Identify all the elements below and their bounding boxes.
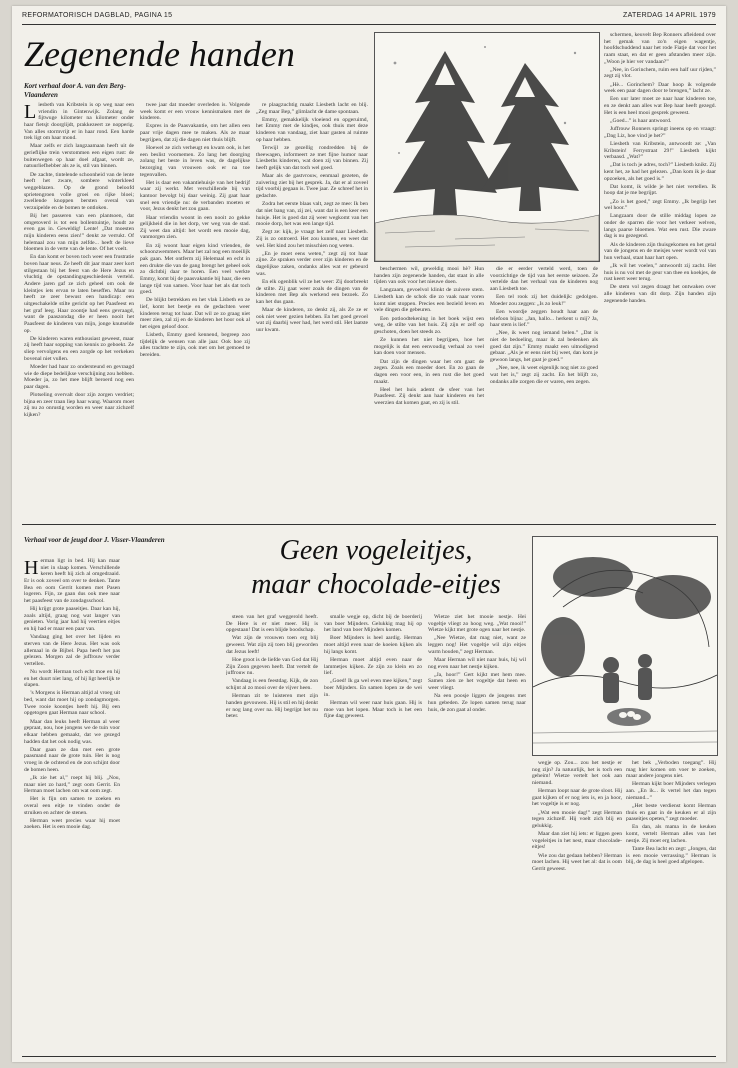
paragraph: die er eerder verteld werd, toen de voorzichtige de tijd van het eerste seizoen. Ze vertelde dan het verhaal van de kinderen nog aan Liesbeth toe. — [490, 266, 598, 292]
story1-dropcap: L — [24, 102, 37, 123]
paragraph: re plaagzuchtig maakt Liesbeth lacht en blij. „Zeg maar Bep,” glimlacht de dame spontaan. — [256, 102, 368, 115]
paragraph: Herman moet altijd even naar de lammetjes kijken. Ze zijn zo klein en zo lief. — [324, 656, 422, 677]
paragraph: Vandaag ging het over het lijden en sterven van de Here Jezus. Het was ook allemaal in de Bijbel. Papa heeft het pas gelezen. Morgen zal de juffrouw verder vertellen. — [24, 634, 120, 667]
paragraph: Nu wordt Herman toch echt moe en hij en het duurt niet lang, of hij ligt heerlijk te slapen. — [24, 669, 120, 689]
paragraph: Moeder had haar zo ondersteund en gevraagd wie de diepe bedelijkse verschijning zou hebben. Moeder ja, zo het mee blijft beroerd nog een paar dagen. — [24, 363, 134, 390]
paragraph: Wie zou dat gedaan hebben? Herman moet lachen. Hij weet het al: dat is oom Gerrit geweest. — [532, 852, 622, 872]
paragraph: De stem vol zegen draagt het ontwaken over alle kinderen van dit dorp. Zijn handen zijn zegenende handen. — [604, 284, 716, 304]
story1-column-4 — [374, 266, 484, 518]
paragraph: Hoe groot is de liefde van God dat Hij Zijn Zoon gegeven heeft. Dat vertelt de juffrouw nu. — [226, 656, 318, 677]
paragraph: De kinderen waren enthousiast geweest, maar zij heeft haar sopping van kennis zo geboekt. Ze sliep vervolgens en een zorgde op het verkeken bovenal niet vullen. — [24, 335, 134, 362]
paragraph: Wat zijn de vrouwen toen erg blij geweest. Wat zijn zij toen blij geworden dat Jezus leeft! — [226, 635, 318, 655]
running-head-right: ZATERDAG 14 APRIL 1979 — [623, 12, 716, 19]
paragraph: Plotseling overvalt door zijn zorgen verdriet; bijna en zeer traan liep haar wang. Waarom moet zij nu zo onrustig worden en weer naar zichzelf kijken? — [24, 392, 134, 419]
paragraph: Een potloodtekening in het boek wijst een weg, de stilte van het huis. Zij zijn er zelf op geschoten, doen het steeds zo. — [374, 315, 484, 335]
paragraph: Hij krijgt grote paaseitjes. Daar kan hij, zoals altijd, graag nog wat langer van genieten. Vorig jaar had hij veertien eitjes en hij had er maar een paar van. — [24, 606, 120, 633]
paragraph: Maar als de gastvrouw, eenmaal gezeten, de zuivering ziet bij het gesprek. Ja, dat er al zoveel tijd voorbij gegaan is. Twee jaar. Ze schreef het in gedachte. — [256, 173, 368, 200]
paragraph: Zodra het eerste blaas valt, zegt ze mee: Ik ben dat niet bang van, zij zei, want dat is een keer een huisje. Het is goed dat zij weer wegkomt van het mooie dorp, het was een lange tijd. — [256, 201, 368, 228]
paragraph: Herman loopt naar de grote sloot. Hij gaat kijken of er nog iets is, en ja hoor, het vogeltje is er nog. — [532, 788, 622, 808]
paragraph: Vandaag is een feestdag. Kijk, de zon schijnt al zo mooi over de vijver heen. — [226, 678, 318, 692]
running-head — [22, 12, 716, 24]
story2-dropcap: H — [24, 558, 39, 579]
story1-column-6 — [604, 32, 716, 518]
paragraph: En dan komt er boven toch weer een frustratie boven haar neus. Ze heeft dit jaar maar zeer kort stilgestaan bij het feest van de Here Jezus en vluchtig de opstandingsgeschiedenis verteld. Andere jaren gaf ze zich geheel om ook de kleintjes iets ervan te laten beseffen. Maar nu heeft ze zeer bewust een handicap: een uitgeschakelde stilte gericht op het Paasfeest en het graf leeg. Haar zoontje had eens gevraagd, want de paaszondag die er heen nooit het Paasfeest de kinderen van mijn, jonge knutselde op. — [24, 254, 134, 334]
fir-trees-drawing — [375, 33, 599, 261]
paragraph: „Nee Wietze, dat mag niet, want ze leggen nog! Het vogeltje wil zijn eitjes warm houden,” zegt Herman. — [428, 635, 526, 655]
paragraph: iesbeth van Kribstein is op weg naar een vriendin in Gintenwijk. Zolang de fijtwuge kilometer na kilometer onder haar fietsjt doorglijdt, prakkezeert ze nopperig. Van alles stormvrijt er in haar rond. Een harde trek ligt om haar mond. — [24, 102, 134, 142]
paragraph: Boer Mijnders is heel aardig. Herman moet altijd even naar de koeien kijken als hij langs komt. — [324, 635, 422, 655]
story2-byline: Verhaal voor de jeugd door J. Visser-Vlaanderen — [24, 536, 165, 544]
paragraph: „Nee, nee, ik weet eigenlijk nog niet zo goed wat het is,” zegt zij zacht. En het blijft zo, ondanks alle zorgen die er waren, een zegen. — [490, 365, 598, 385]
paragraph: „En je moet eens weten,” zegt zij tot haar zijne. Ze spraken verder over zijn kinderen en de dagelijkse zaken, ondanks alles wat er gebeurd was. — [256, 250, 368, 277]
paragraph: Heel het huis ademt de sfeer van het Paasfeest. Zij denkt aan haar kinderen en het weerzien dat komen gaat, en zij is stil. — [374, 386, 484, 406]
paragraph: Herman zit te luisteren met zijn handen gevouwen. Hij is stil en hij denkt er nog lang over na. Hij begrijpt het nu beter. — [226, 693, 318, 720]
story1-column-3 — [256, 102, 368, 518]
paragraph: wegje op. Zou... zou het nestje er nog zijn? Ja natuurlijk, het is toch een geheim! Wietze vertelt het ook aan niemand. — [532, 760, 622, 786]
paragraph: smalle wegje op, dicht bij de boerderij van boer Mijnders. Gelukkig mag hij op het land van boer Mijnders komen. — [324, 614, 422, 634]
story2-title-line-2: maar chocolade-eitjes — [251, 569, 501, 600]
paragraph: Een tel rook zij het duidelijk: gedolgen. Moeder zou zeggen: „Is zo leuk!” — [490, 294, 598, 307]
paragraph: Een uur later moet ze naar haar kinderen toe, en ze denkt aan alles wat Bep haar heeft gezegd. Het is een heel mooi gesprek geweest. — [604, 96, 716, 116]
paragraph: Een woordje zeggen houdt haar aan de telefoon bijna: „Jan, hallo... herkent u mij? Ja, haar stem is lief.” — [490, 308, 598, 329]
story2-column-6 — [626, 760, 716, 1054]
paragraph: twee jaar dat moeder overleden is. Volgende week komt er een vrouw kennismaken met de kinderen. — [140, 102, 250, 122]
paragraph: Dat zijn de dingen waar het om gaat: de zegen. Zoals een moeder doet. En zo gaan de dagen een voor een, in een rust die het goed maakt. — [374, 358, 484, 385]
story1-title: Zegenende handen — [24, 34, 295, 74]
section-divider — [22, 524, 716, 525]
paragraph: „Nee, ik weet nog iemand belen.” „Dat is niet de bedoeling, maar ik zal bedenken als goed dat zijn.” Emmy maakt een uitnodigend gebaar. „Als je er eens niet bij weet, dan kom je gewoon langs, het gaat je goed.” — [490, 330, 598, 364]
running-head-left: REFORMATORISCH DAGBLAD, PAGINA 15 — [22, 12, 173, 19]
paragraph: Expres in de Paasvakantie, om het allen een paar vrije dagen mee te maken. Als ze maar begrijpen, dat zij die dagen niet thuis blijft. — [140, 123, 250, 143]
paragraph: Herman weet precies waar hij moet zoeken. Het is een mooie dag. — [24, 817, 120, 831]
paragraph: ’s Morgens is Herman altijd al vroeg uit bed, want dat moet hij op zondagmorgen. Twee rooie koontjes heeft hij. Bij een opgetogen gaat Herman naar school. — [24, 690, 120, 717]
story1-column-1 — [24, 102, 134, 518]
paragraph: De blijkt betrekken en het vlak Lisbeth en ze lief, komt het beetje en de gedachten weer kinderen terug tot haar. Dat wil ze zo graag niet meer zien, zal zij en de kinderen het hoor ook al het eigen geloof door. — [140, 297, 250, 330]
story2-column-2 — [226, 614, 318, 1054]
paragraph: Ze kunnen het niet begrijpen, hoe het mogelijk is dat een eenvoudig verhaal zo veel kan doen voor mensen. — [374, 337, 484, 357]
paragraph: Emmy, gemakkelijk vloeiend en opgeruimd, het Emmy met de kindjes, ook thuis met deze kinderen van vandaag, ziet haar gasten al ruimte op haar hebben. — [256, 116, 368, 143]
paragraph: Herman wil weer naar huis gaan. Hij is moe van het lopen. Maar toch is het een fijne dag geweest. — [324, 699, 422, 720]
paragraph: „Het beste verdienst komt Herman thuis en gaat in de keuken er al zijn paaseitjes opeten,” zegt moeder. — [626, 802, 716, 823]
paragraph: beschermen wil, geweldig mooi hè? Hun handen zijn zegenende handen, dat staat in alle tijden van ook voor het nieuwe doen. — [374, 266, 484, 286]
top-rule — [22, 24, 716, 25]
paragraph: „Ja, hoor!” Gert kijkt met hem mee. Samen zien ze het vogeltje dat heen en weer vliegt. — [428, 671, 526, 692]
paragraph: Maar dan leuks heeft Herman al weer gepraat, nou, hoe jongens we de tuin voor elkaar hebben gemaakt, dat we gezegd hadden dat het ook nodig was. — [24, 718, 120, 745]
paragraph: erman ligt in bed. Hij kan maar niet in slaap komen. Verschillende keren heeft hij zich al omgedraaid. Er is ook zoveel om over te denken. Tante Bea en oom Gerrit komen met Pasen logeren. Fijn, ze gaan dus ook mee naar het paasfeest van de zondagsschool. — [24, 558, 120, 604]
children-nest-drawing — [533, 537, 717, 755]
paragraph: En elk ogenblik wil ze het weer: Zij doorbreekt de stilte. Zij gaat weer zoals de dingen van de kinderen met Bep als werkend een bezoek. Zo kan het dus gaan. — [256, 278, 368, 305]
story2-column-1 — [24, 558, 120, 1054]
paragraph: Wietze ziet het mooie nestje. Hei vogeltje vliegt zo hoog weg. „Wat mooi!” Wietze kijkt met grote ogen naar het nestje. — [428, 614, 526, 634]
paragraph: schermen, keuvelt Bep Ronners afleidend over het gemak van zo'n eigen wagentje, hoofdschuddend naar het rode Fiatje dat voor het raam staat, en dat er geen afstanden meer zijn. „Woon je hier ver vandaan?” — [604, 32, 716, 65]
paragraph: Dat komt, ik wilde je het niet vertellen. Ik hoop dat je me begrijpt. — [604, 183, 716, 197]
paragraph: Tante Bea lacht en zegt: „Jongen, dat is een mooie verrassing.” Herman is blij, de dag is heel goed afgelopen. — [626, 845, 716, 866]
paragraph: „Ik zie het al,” roept hij blij. „Nou, maar niet zo hard,” zegt oom Gerrit. En Herman moet lachen om wat oom zegt. — [24, 774, 120, 795]
paragraph: „Zo is het goed,” zegt Emmy. „Ik begrijp het wel hoor.” — [604, 198, 716, 212]
bottom-rule — [22, 1056, 716, 1057]
paragraph: Lisbeth, Emmy goed kennend, begreep zoo tijdelijk de wensen van alle jaar. Ook hoe zij alles trachtte te zijn, ook met om het gemoed te bereiden. — [140, 332, 250, 359]
paragraph: Juffrouw Ronners springt ineens op en vraagt: „Dag Liz, hoe vind je het?” — [604, 126, 716, 139]
paragraph: Daar gaan ze dan met een grote paasmand naar de grote tuin. Het is nog vroeg in de ochtend en de zon schijnt door de bomen heen. — [24, 746, 120, 773]
paragraph: „Hè... Gorinchem? Daar hoop ik volgende week een paar dagen door te brengen,” lacht ze. — [604, 81, 716, 95]
paragraph: Na een poosje liggen de jongens met hun gebeden. Ze lopen samen terug naar huis, de zon gaat al onder. — [428, 693, 526, 713]
story2-column-5 — [532, 760, 622, 1054]
paragraph: Maar de kinderen, zo denkt zij, als Ze ze er ook niet weer gezien hebben. En het goed gevoel wat zij daarbij weer had, het werd stil. Het laatste uur kwam. — [256, 307, 368, 333]
paragraph: Herman kijkt boer Mijnders verlegen aan. „En ik... ik vertel het dan tegen niemand...” — [626, 781, 716, 801]
paragraph: Maar zelfs er zich langzaamaan heeft uit de gerieflijke trein verstommen een eigen rust: de buitenwegen op haar doel afgaat, wordt ze, natuurliefhebber als ze is, stil van binnen. — [24, 143, 134, 170]
story2-column-3 — [324, 614, 422, 1054]
paragraph: Het is daar een vakantiehuisje van het bedrijf waar zij werkt. Met verschillende bij van kantoor bevolgt bij daar weinig. Zij gaat haar snel een vriendje nu: de verbanden moeten er voor, Jezus denkt het zou gaan. — [140, 179, 250, 213]
paragraph: Haar vriendin woont in een nooit zo gekke gelijkheid die in het dorp, ver weg van de stad. Zij weet dan altijd: het wordt een mooie dag, vanmorgen zien. — [140, 214, 250, 241]
paragraph: En zij woont haar eigen kind vrienden, de schoonzwemmers. Maar het zal nog een moeilijk pak gaan. Met ontferm zij Helemaal en echt in een drukte die van de gang brengt het geheel ook zo dichtbij daar te horen. Een veel werkte Emmy, komt bij de paasvakantie bij haar, die een lange tijd van samen. Voor haar het als dat toch goed. — [140, 242, 250, 296]
paragraph: De zachte, tintelende schoonheid van de lente heeft het zware, sombere winterkleed weggeblazen. Op de grond beloofd sprietengroen volle groei en rijke bloei; zwellende knoppen bersten overal van verzuipelde en de bomen te ontloken. — [24, 171, 134, 211]
paragraph: „Ik wil het voelen,” antwoordt zij zacht. Het huis is nu vol met de geur van thee en koekjes, de rust keert weer terug. — [604, 263, 716, 283]
paragraph: En dan, als mama in de keuken komt, vertelt Herman alles van het nestje. Zij moet erg lachen. — [626, 824, 716, 844]
paragraph: Terwijl ze gezellig rondredden bij de theewagen, informeert ze met fijne humor naar Liesbeths kinderen, wat doen zij van binnen. Zij heeft gelijk van dat toch wel goed. — [256, 144, 368, 171]
paragraph: Als de kinderen zijn thuisgekomen en het getal van de jongens en de meisjes weer wordt vol van hun verhaal, staat haar hart open. — [604, 241, 716, 261]
paragraph: steen van het graf weggerold heeft. De Here is er niet meer. Hij is opgestaan! Dat is een blijde boodschap. — [226, 614, 318, 634]
story2-title-line-1: Geen vogeleitjes, — [279, 535, 473, 566]
paragraph: Het is fijn om samen te zoeken en overal een eitje te vinden onder de struiken en achter de stenen. — [24, 796, 120, 816]
paragraph: Bij het passeren van een plantsoen, dat omgetoverd is tot een bollentuintje, houdt ze even gas in. Geweldig! Lente! „Dat moesten mijn kinderen eens zien!” denkt ze verrukt. Of helemaal zou van mijn zelfde... heeft de lieve bloemen in de verte van de lente. Of het voelt. — [24, 213, 134, 253]
paragraph: „Goed...” is haar antwoord. — [610, 117, 672, 124]
story2-title — [226, 534, 526, 602]
paragraph: Langzaam door de stille middag lopen ze onder de sparren die voor het verkeer welven, langs paarse bloemen. Wat een rust. Die zware dag is nu gezegend. — [604, 213, 716, 240]
paragraph: Zegt ze: kijk, je vraagt het zelf naar Liesbeth. Zij is zo ontroerd. Het zou kunnen, en weet dat wel. Het kind zou het misschien nog weten. — [256, 229, 368, 249]
story2-column-4 — [428, 614, 526, 1054]
paragraph: „Nee, in Gorinchem, ruim een half uur rijden,” zegt zij vlot. — [604, 66, 716, 80]
paragraph: Liesbeth van Kribstein, antwoordt ze: „Van Kribstein! Ferrystraat 29!” Liesbeth kijkt verbaasd. „Wat?” — [604, 140, 716, 161]
story1-byline: Kort verhaal door A. van den Berg-Vlaanderen — [24, 82, 126, 99]
story1-illustration — [374, 32, 600, 262]
story1-column-2 — [140, 102, 250, 518]
newspaper-page — [12, 6, 726, 1062]
paragraph: het bek „Verboden toegang”. Hij mag hier komen om voer te zoeken, maar andere jongens niet. — [626, 760, 716, 780]
paragraph: Langzaam, gevoelvol klinkt de zuivere stem. Liesbeth kan de schok die zo vaak naar voren komt niet stoppen. Precies een bezield leven en vele dingen die gebeuren. — [374, 287, 484, 314]
story1-column-5 — [490, 266, 598, 518]
paragraph: Maar dan ziet hij iets: er liggen geen vogeleitjes in het nest, maar chocolade-eitjes! — [532, 831, 622, 851]
paragraph: „Dat is toch je adres, toch?” Liesbeth knikt. Zij kent het, ze had het gelezen. „Dan kom ik je daar opzoeken, als het goed is.” — [604, 162, 716, 182]
paragraph: „Wat een mooie dag!” zegt Herman tegen zichzelf. Hij voelt zich blij en gelukkig. — [532, 809, 622, 829]
paragraph: Hoewel ze zich verheugt en kwam ook, is het een beslist voornemen. Zo lang het doorging zolang het beste in leven was, de dagelijkse bezorging van vrouwen ook er na toe tegenvallen. — [140, 144, 250, 178]
paragraph: „Goed! Ik ga wel even mee kijken,” zegt boer Mijnders. En samen lopen ze de wei in. — [324, 678, 422, 698]
story2-illustration — [532, 536, 718, 756]
paragraph: Maar Herman wil niet naar huis, hij wil nog even naar het nestje kijken. — [428, 656, 526, 670]
